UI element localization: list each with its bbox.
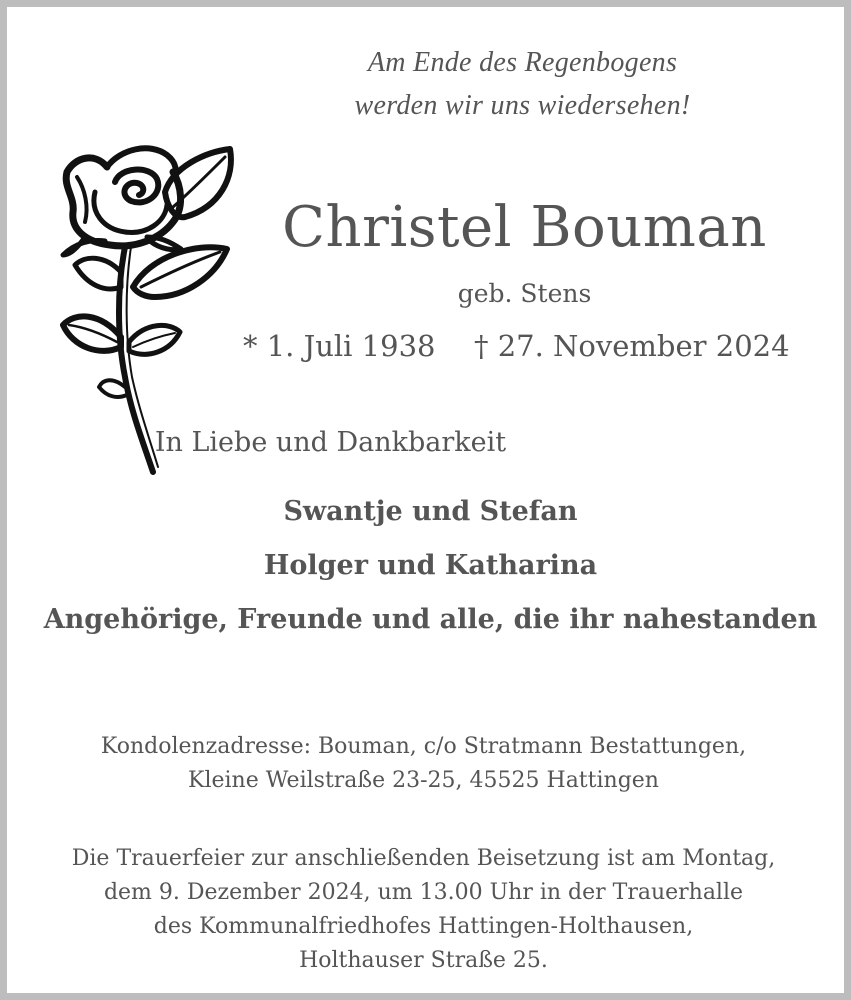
ceremony-line-3: des Kommunalfriedhofes Hattingen-Holthausen, bbox=[153, 914, 694, 939]
deceased-name: Christel Bouman bbox=[282, 195, 767, 260]
condolence-line-2: Kleine Weilstraße 23-25, 45525 Hattingen bbox=[188, 768, 659, 793]
mourner-3: Angehörige, Freunde und alle, die ihr nahestanden bbox=[43, 604, 818, 635]
ceremony-line-2: dem 9. Dezember 2024, um 13.00 Uhr in der Trauerhalle bbox=[103, 880, 744, 905]
death-date: † 27. November 2024 bbox=[474, 329, 790, 363]
closing-line: In Liebe und Dankbarkeit bbox=[154, 427, 507, 458]
ceremony-line-1: Die Trauerfeier zur anschließenden Beisetzung ist am Montag, bbox=[71, 846, 776, 871]
motto-line-2: werden wir uns wiedersehen! bbox=[354, 90, 691, 121]
birth-name: geb. Stens bbox=[457, 279, 592, 308]
motto-line-1: Am Ende des Regenbogens bbox=[367, 47, 678, 78]
mourner-1: Swantje und Stefan bbox=[283, 496, 578, 527]
condolence-line-1: Kondolenzadresse: Bouman, c/o Stratmann Bestattungen, bbox=[100, 734, 747, 759]
mourner-2: Holger und Katharina bbox=[263, 550, 598, 581]
ceremony-line-4: Holthauser Straße 25. bbox=[299, 948, 548, 973]
birth-date: * 1. Juli 1938 bbox=[243, 329, 436, 363]
